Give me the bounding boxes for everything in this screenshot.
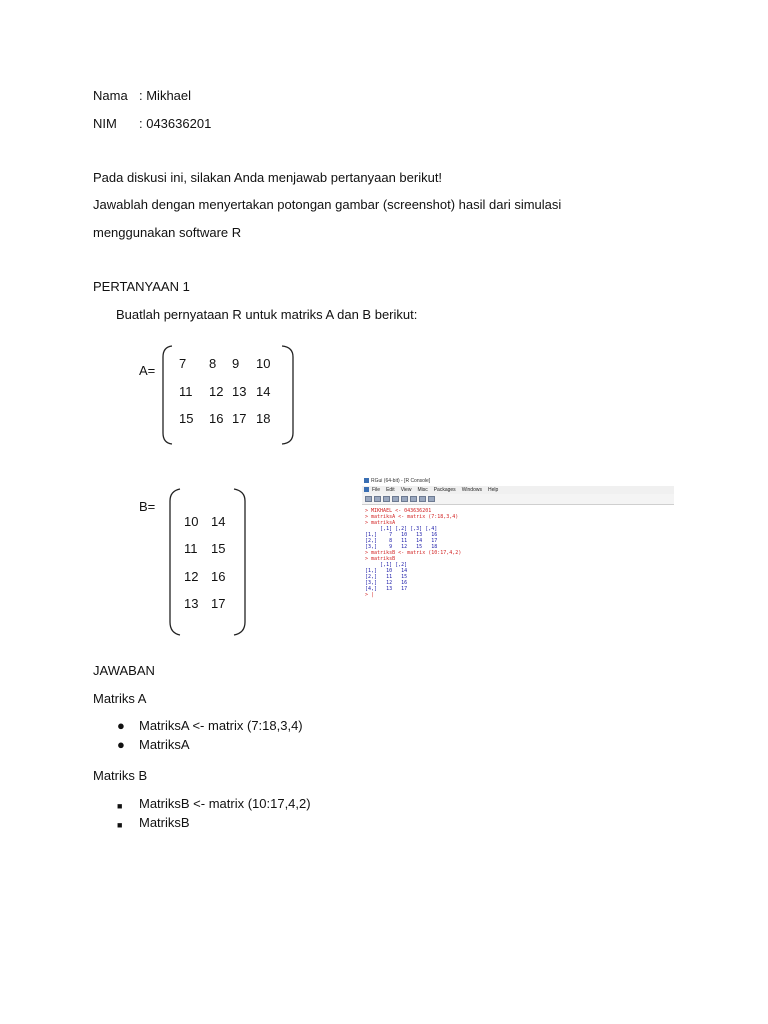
r-console-screenshot bbox=[362, 477, 674, 642]
console-line: > | bbox=[365, 592, 375, 598]
bullet-icon: ● bbox=[117, 737, 125, 752]
console-line: > matriksA bbox=[365, 520, 396, 526]
rgui-menu-windows: Windows bbox=[461, 487, 482, 493]
matrix-a-cell: 14 bbox=[256, 384, 271, 399]
copy-paste-icon bbox=[410, 496, 417, 502]
matrix-a-cell: 11 bbox=[179, 384, 193, 399]
open-script-icon bbox=[365, 496, 372, 502]
rgui-menu-edit: Edit bbox=[386, 487, 395, 493]
matrix-a-cell: 7 bbox=[179, 356, 187, 371]
matrix-b-cell: 17 bbox=[211, 596, 226, 611]
matriks-b-heading: Matriks B bbox=[93, 768, 148, 783]
matrix-a-cell: 18 bbox=[256, 411, 271, 426]
matrix-b-cell: 12 bbox=[184, 569, 199, 584]
list-item: ■ MatriksB <- matrix (10:17,4,2) bbox=[139, 796, 311, 815]
nama-label: Nama bbox=[93, 88, 128, 103]
list-item: ■ MatriksB bbox=[139, 815, 311, 834]
matrix-a-cell: 13 bbox=[232, 384, 247, 399]
matrix-a-cell: 10 bbox=[256, 356, 271, 371]
stop-icon bbox=[419, 496, 426, 502]
matrix-b-label: B= bbox=[139, 499, 156, 514]
matrix-a bbox=[160, 345, 298, 445]
r-logo-icon bbox=[364, 478, 369, 483]
question-heading: PERTANYAAN 1 bbox=[93, 279, 190, 294]
rgui-menu-view: View bbox=[400, 487, 412, 493]
rgui-menubar bbox=[362, 486, 674, 494]
matrix-a-cell: 8 bbox=[209, 356, 217, 371]
intro-line-3: menggunakan software R bbox=[93, 225, 242, 240]
console-line: [4,] 13 17 bbox=[365, 586, 408, 592]
nim-label: NIM bbox=[93, 116, 117, 131]
matrix-b-cell: 16 bbox=[211, 569, 226, 584]
matrix-b-cell: 13 bbox=[184, 596, 199, 611]
console-line: [,1] [,2] [,3] [,4] bbox=[365, 526, 438, 532]
console-line: [2,] 11 15 bbox=[365, 574, 408, 580]
matrix-b-cell: 10 bbox=[184, 514, 199, 529]
matrix-a-cell: 15 bbox=[179, 411, 194, 426]
square-bullet-icon: ■ bbox=[117, 820, 123, 830]
rgui-title: RGui (64-bit) - [R Console] bbox=[371, 478, 431, 484]
intro-line-2: Jawablah dengan menyertakan potongan gambar (screenshot) hasil dari simulasi bbox=[93, 197, 562, 212]
rgui-titlebar bbox=[362, 477, 674, 486]
rgui-console-output bbox=[365, 508, 461, 598]
copy-icon bbox=[392, 496, 399, 502]
print-icon bbox=[428, 496, 435, 502]
matrix-a-cell: 9 bbox=[232, 356, 240, 371]
paste-icon bbox=[401, 496, 408, 502]
matriks-b-list bbox=[117, 796, 311, 834]
r-console-icon bbox=[364, 487, 369, 492]
rgui-menu-file: File bbox=[372, 487, 381, 493]
console-line: [3,] 12 16 bbox=[365, 580, 408, 586]
console-line: [1,] 10 14 bbox=[365, 568, 408, 574]
console-line: [3,] 9 12 15 18 bbox=[365, 544, 438, 550]
matriks-a-list bbox=[117, 718, 303, 756]
matrix-b-brackets bbox=[166, 488, 250, 636]
matrix-a-cell: 12 bbox=[209, 384, 224, 399]
matrix-a-cell: 16 bbox=[209, 411, 224, 426]
matrix-a-label: A= bbox=[139, 363, 156, 378]
console-line: > matriksB bbox=[365, 556, 396, 562]
question-instruction: Buatlah pernyataan R untuk matriks A dan B berikut: bbox=[116, 307, 418, 322]
rgui-toolbar bbox=[362, 494, 674, 505]
matrix-a-cell: 17 bbox=[232, 411, 247, 426]
console-line: > matriksB <- matrix (10:17,4,2) bbox=[365, 550, 462, 556]
nim-value: : 043636201 bbox=[139, 116, 212, 131]
rgui-menu-help: Help bbox=[487, 487, 499, 493]
save-workspace-icon bbox=[383, 496, 390, 502]
console-line: [2,] 8 11 14 17 bbox=[365, 538, 438, 544]
nama-value: : Mikhael bbox=[139, 88, 192, 103]
list-item: ● MatriksA <- matrix (7:18,3,4) bbox=[117, 718, 303, 733]
answer-heading: JAWABAN bbox=[93, 663, 155, 678]
matrix-b-cell: 15 bbox=[211, 541, 226, 556]
rgui-menu-misc: Misc bbox=[417, 487, 428, 493]
load-workspace-icon bbox=[374, 496, 381, 502]
console-line: [1,] 7 10 13 16 bbox=[365, 532, 438, 538]
list-item: ● MatriksA bbox=[117, 737, 190, 752]
matrix-b-cell: 11 bbox=[184, 541, 198, 556]
console-line: [,1] [,2] bbox=[365, 562, 408, 568]
square-bullet-icon: ■ bbox=[117, 801, 123, 811]
matriks-a-heading: Matriks A bbox=[93, 691, 147, 706]
intro-line-1: Pada diskusi ini, silakan Anda menjawab pertanyaan berikut! bbox=[93, 170, 443, 185]
console-line: > matriksA <- matrix (7:18,3,4) bbox=[365, 514, 459, 520]
matrix-b bbox=[166, 488, 250, 636]
console-line: > MIKHAEL <- 043636201 bbox=[365, 508, 432, 514]
bullet-icon: ● bbox=[117, 718, 125, 733]
rgui-menu-packages: Packages bbox=[433, 487, 456, 493]
matrix-b-cell: 14 bbox=[211, 514, 226, 529]
